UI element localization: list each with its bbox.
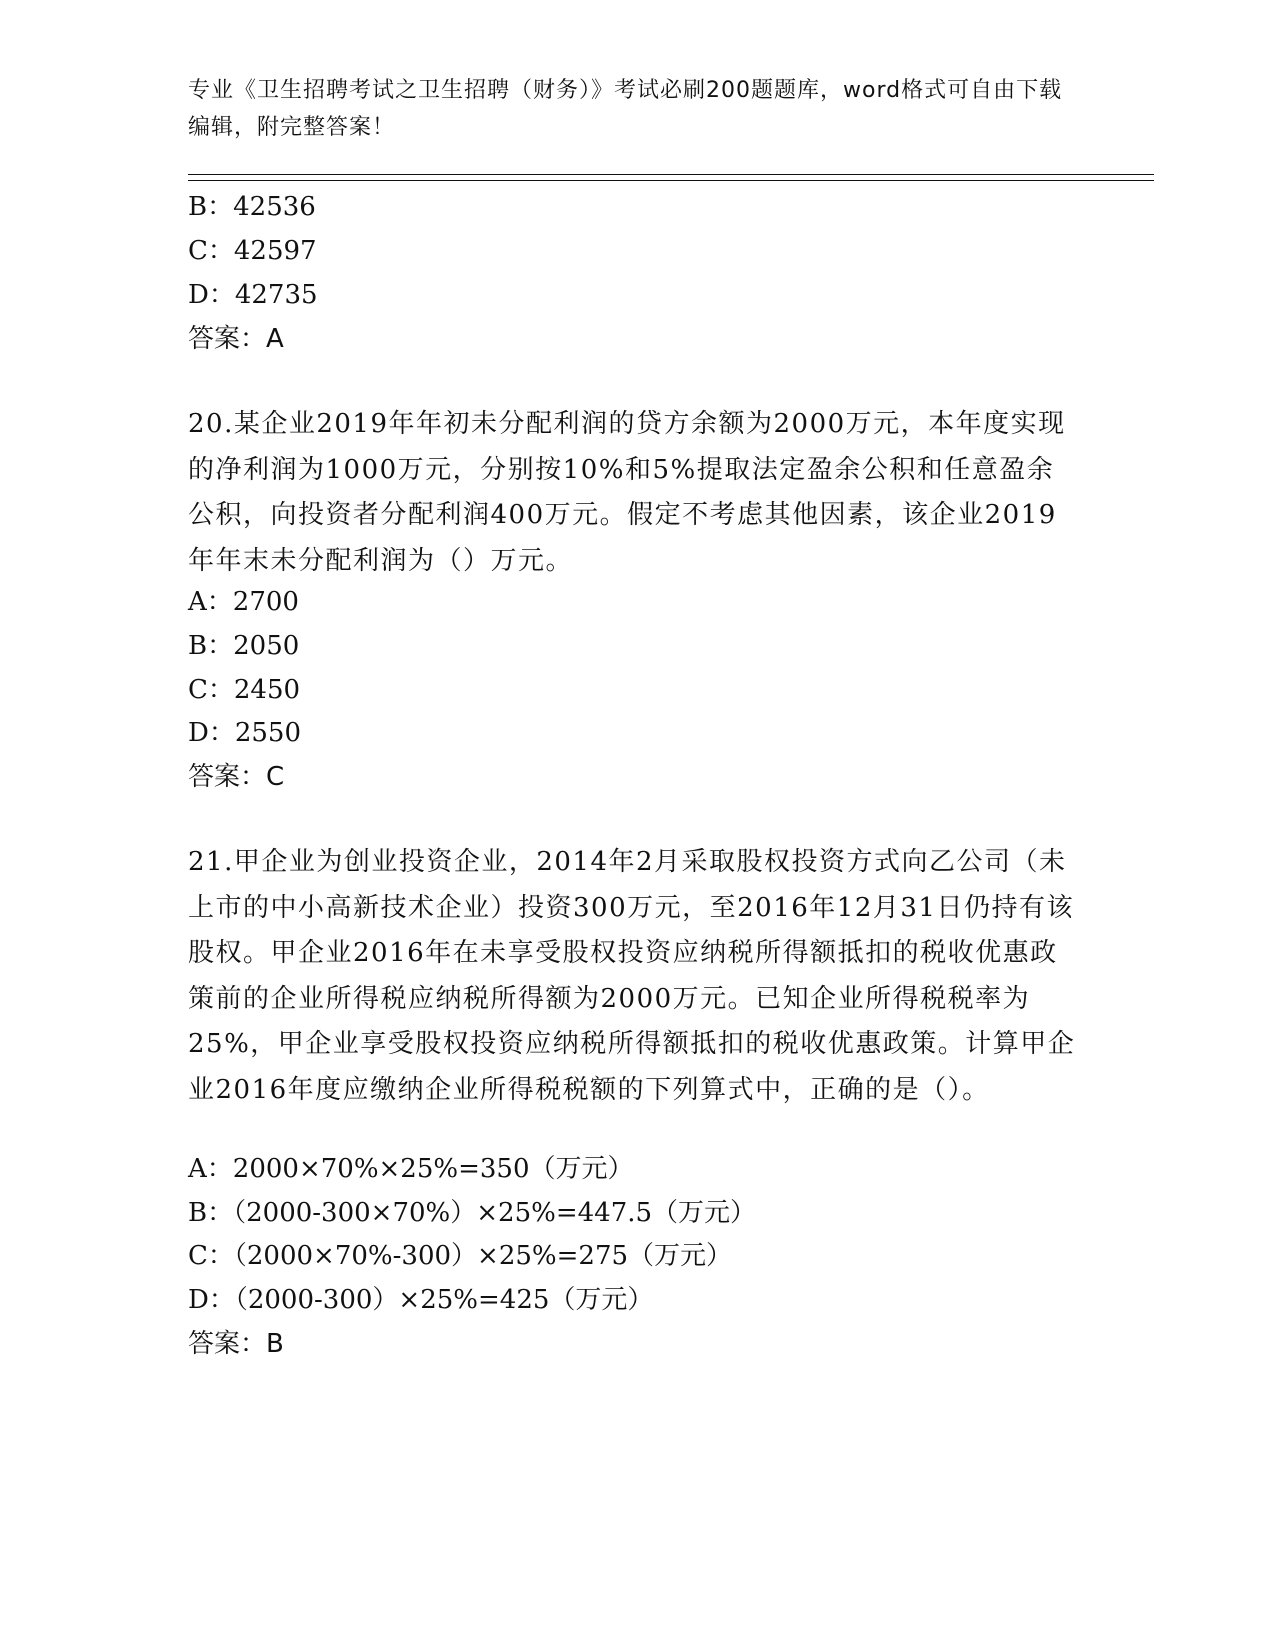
q20-option-b: B：2050 [188, 631, 300, 661]
prev-option-b: B：42536 [188, 192, 316, 222]
q20-option-d: D：2550 [188, 718, 302, 748]
header-divider [188, 174, 1154, 175]
document-header: 专业《卫生招聘考试之卫生招聘（财务）》考试必刷200题题库，word格式可自由下载编辑，附完整答案！ [188, 78, 1063, 140]
q20-answer: 答案：C [188, 762, 285, 792]
q21-option-a: A：2000×70%×25%=350（万元） [188, 1154, 634, 1184]
prev-option-d: D：42735 [188, 280, 318, 310]
question-20-text: 20.某企业2019年年初未分配利润的贷方余额为2000万元，本年度实现的净利润为1000万元，分别按10%和5%提取法定盈余公积和任意盈余公积，向投资者分配利润400万元。假定不考虑其他因素，该企业2019年年末未分配利润为（）万元。 [188, 409, 1066, 576]
q21-option-b: B：（2000-300×70%）×25%=447.5（万元） [188, 1198, 757, 1228]
prev-option-c: C：42597 [188, 236, 317, 266]
prev-answer: 答案：A [188, 324, 284, 354]
q21-answer: 答案：B [188, 1329, 284, 1359]
q21-option-d: D：（2000-300）×25%=425（万元） [188, 1285, 654, 1315]
header-divider-second [188, 180, 1154, 181]
q21-option-c: C：（2000×70%-300）×25%=275（万元） [188, 1241, 733, 1271]
q20-option-c: C：2450 [188, 675, 301, 705]
q20-option-a: A：2700 [188, 587, 299, 617]
question-21-text: 21.甲企业为创业投资企业，2014年2月采取股权投资方式向乙公司（未上市的中小高新技术企业）投资300万元，至2016年12月31日仍持有该股权。甲企业2016年在未享受股权投资应纳税所得额抵扣的税收优惠政策前的企业所得税应纳税所得额为2000万元。已知企业所得税税率为25%，甲企业享受股权投资应纳税所得额抵扣的税收优惠政策。计算甲企业2016年度应缴纳企业所得税税额的下列算式中，正确的是（）。 [188, 847, 1076, 1105]
